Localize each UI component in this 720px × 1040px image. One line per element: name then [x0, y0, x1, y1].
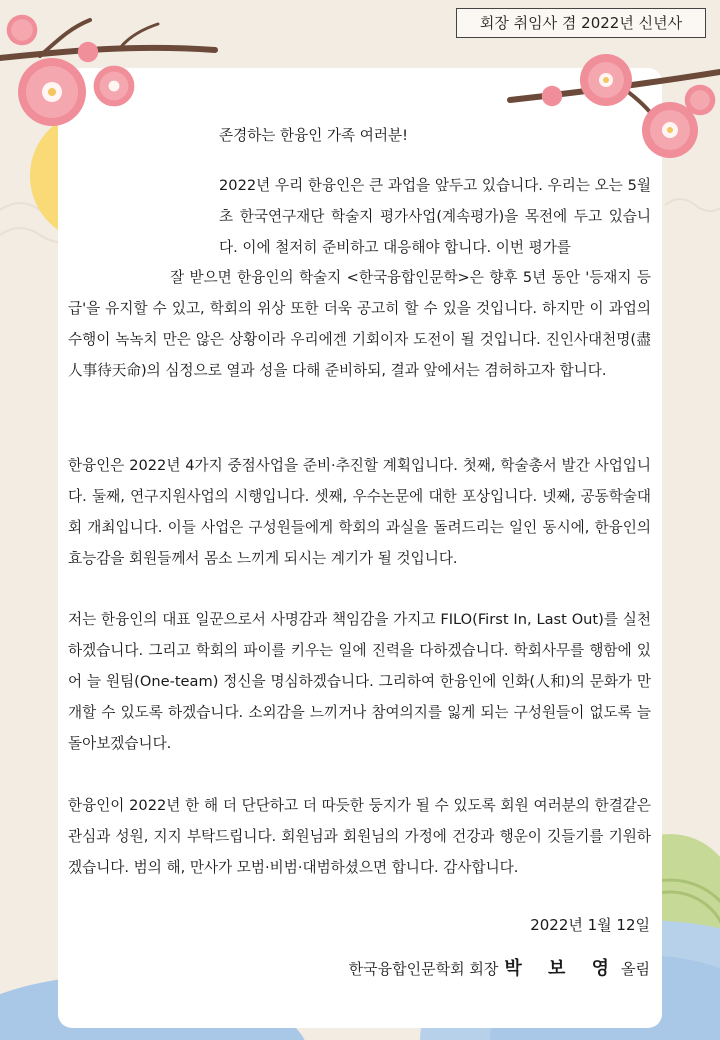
- paragraph-1-start: 2022년 우리 한융인은 큰 과업을 앞두고 있습니다. 우리는 오는 5월 초 한국연구재단 학술지 평가사업(계속평가)을 목전에 두고 있습니다. 이에 철저히 준비하고 대응해야 합니다. 이번 평가를: [219, 177, 651, 256]
- paragraph-1-continued: [68, 262, 651, 386]
- signature-name: 박 보 영: [504, 958, 620, 979]
- signature-closing: 올림: [621, 960, 650, 978]
- paragraph-3: 저는 한융인의 대표 일꾼으로서 사명감과 책임감을 가지고 FILO(First In, Last Out)를 실천하겠습니다. 그리고 학회의 파이를 키우는 일에 진력을 다하겠습니다. 학회사무를 행함에 있어 늘 원팀(One-team) 정신을 명심하겠습니다. 그리하여 한융인에 인화(人和)의 문화가 만개할 수 있도록 하겠습니다. 소외감을 느끼거나 참여의지를 잃게 되는 구성원들이 없도록 늘 돌아보겠습니다.: [68, 611, 651, 752]
- letter-date: 2022년 1월 12일: [530, 916, 650, 934]
- paragraph-1-text: 잘 받으면 한융인의 학술지 <한국융합인문학>은 향후 5년 동안 '등재지 등급'을 유지할 수 있고, 학회의 위상 또한 더욱 공고히 할 수 있을 것입니다. 하지만 이 과업의 수행이 녹녹치 만은 않은 상황이라 우리에겐 기회이자 도전이 될 것입니다. 진인사대천명(盡人事待天命)의 심정으로 열과 성을 다해 준비하되, 결과 앞에서는 겸허하고자 합니다.: [68, 269, 651, 379]
- letter-greeting: 존경하는 한융인 가족 여러분!: [219, 127, 408, 144]
- signature-org: 한국융합인문학회 회장: [348, 960, 499, 978]
- signature-line: [349, 954, 650, 980]
- paragraph-2: 한융인은 2022년 4가지 중점사업을 준비·추진할 계획입니다. 첫째, 학술총서 발간 사업입니다. 둘째, 연구지원사업의 시행입니다. 셋째, 우수논문에 대한 포상입니다. 넷째, 공동학술대회 개최입니다. 이들 사업은 구성원들에게 학회의 과실을 돌려드리는 일인 동시에, 한융인의 효능감을 회원들께서 몸소 느끼게 되시는 계기가 될 것입니다.: [68, 457, 651, 567]
- page-title: 회장 취임사 겸 2022년 신년사: [456, 8, 706, 38]
- paragraph-4: 한융인이 2022년 한 해 더 단단하고 더 따듯한 둥지가 될 수 있도록 회원 여러분의 한결같은 관심과 성원, 지지 부탁드립니다. 회원님과 회원님의 가정에 건강과 행운이 깃들기를 기원하겠습니다. 범의 해, 만사가 모범·비범·대범하셨으면 합니다. 감사합니다.: [68, 797, 651, 876]
